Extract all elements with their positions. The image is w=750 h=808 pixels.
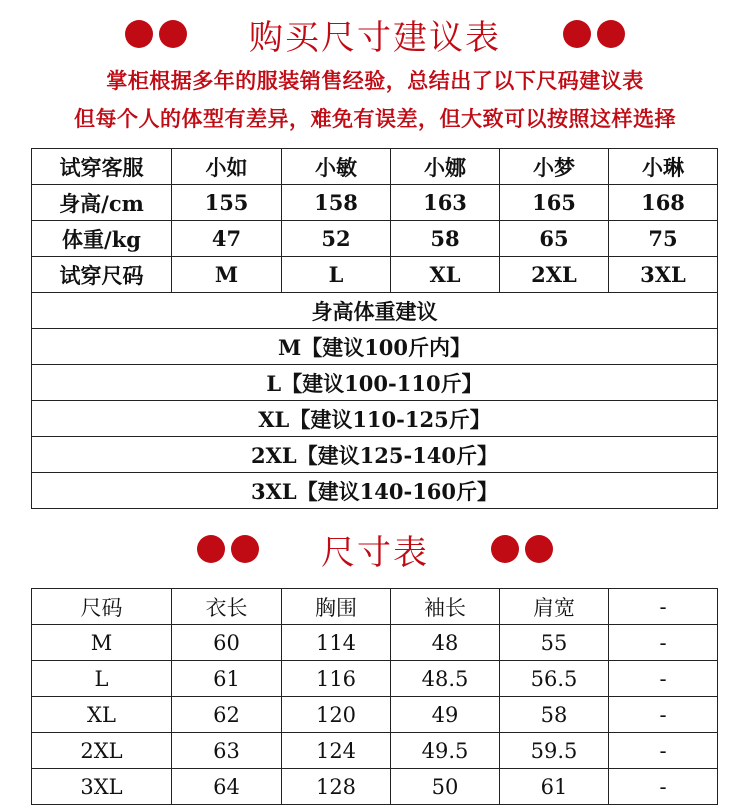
table-row (32, 221, 718, 257)
table-row (32, 257, 718, 293)
header-cell: 肩宽 (500, 589, 609, 625)
table-cell: 163 (391, 185, 500, 221)
table-cell: 75 (609, 221, 718, 257)
section-title: 购买尺寸建议表 (249, 17, 501, 58)
table-cell: 49 (391, 697, 500, 733)
section-title: 尺寸表 (321, 532, 429, 573)
header-cell: 小娜 (391, 149, 500, 185)
table-cell: 63 (172, 733, 282, 769)
table-cell: 2XL (500, 257, 609, 293)
table-cell: 114 (282, 625, 391, 661)
table-cell: - (609, 661, 718, 697)
table-cell: - (609, 625, 718, 661)
table-cell: - (609, 697, 718, 733)
header-cell: 衣长 (172, 589, 282, 625)
subtitle-line-1: 掌柜根据多年的服装销售经验，总结出了以下尺码建议表 (106, 68, 644, 93)
table-cell: 120 (282, 697, 391, 733)
table-cell: 48.5 (391, 661, 500, 697)
table-cell: 48 (391, 625, 500, 661)
size-table (31, 588, 718, 805)
size-label: M (32, 625, 172, 661)
table-cell: 158 (282, 185, 391, 221)
advice-cell: M【建议100斤内】 (32, 329, 718, 365)
table-cell: 64 (172, 769, 282, 805)
table-cell: 52 (282, 221, 391, 257)
header-cell: 小如 (172, 149, 282, 185)
right-dots-decoration (563, 20, 625, 48)
advice-row (32, 365, 718, 401)
red-dot-icon (597, 20, 625, 48)
header-cell: 袖长 (391, 589, 500, 625)
table-row (32, 661, 718, 697)
right-dots-decoration (491, 535, 553, 563)
advice-title: 身高体重建议 (32, 293, 718, 329)
table-cell: 116 (282, 661, 391, 697)
table-cell: 61 (500, 769, 609, 805)
table-cell: L (282, 257, 391, 293)
size-label: XL (32, 697, 172, 733)
size-label: 2XL (32, 733, 172, 769)
table-cell: 55 (500, 625, 609, 661)
table-cell: 165 (500, 185, 609, 221)
row-label: 体重/kg (32, 221, 172, 257)
left-dots-decoration (197, 535, 259, 563)
section-title-row (0, 14, 750, 58)
advice-cell: L【建议100-110斤】 (32, 365, 718, 401)
table-row (32, 769, 718, 805)
table-cell: 50 (391, 769, 500, 805)
advice-row (32, 401, 718, 437)
table-row (32, 697, 718, 733)
table-cell: 65 (500, 221, 609, 257)
size-label: 3XL (32, 769, 172, 805)
red-dot-icon (231, 535, 259, 563)
size-label: L (32, 661, 172, 697)
table-cell: 168 (609, 185, 718, 221)
table-cell: 56.5 (500, 661, 609, 697)
red-dot-icon (159, 20, 187, 48)
red-dot-icon (125, 20, 153, 48)
left-dots-decoration (125, 20, 187, 48)
advice-cell: XL【建议110-125斤】 (32, 401, 718, 437)
table-row (32, 625, 718, 661)
table-cell: 60 (172, 625, 282, 661)
table-cell: 59.5 (500, 733, 609, 769)
row-label: 试穿尺码 (32, 257, 172, 293)
table-cell: 3XL (609, 257, 718, 293)
advice-title-row (32, 293, 718, 329)
subtitle-line-2: 但每个人的体型有差异，难免有误差，但大致可以按照这样选择 (74, 106, 676, 131)
table-cell: 58 (391, 221, 500, 257)
red-dot-icon (197, 535, 225, 563)
table-cell: 49.5 (391, 733, 500, 769)
table-cell: 58 (500, 697, 609, 733)
table-cell: XL (391, 257, 500, 293)
table-header-row (32, 589, 718, 625)
table-header-row (32, 149, 718, 185)
red-dot-icon (563, 20, 591, 48)
header-cell: - (609, 589, 718, 625)
table-cell: 62 (172, 697, 282, 733)
red-dot-icon (525, 535, 553, 563)
table-cell: 47 (172, 221, 282, 257)
table-cell: - (609, 733, 718, 769)
table-cell: 155 (172, 185, 282, 221)
red-dot-icon (491, 535, 519, 563)
table-cell: 61 (172, 661, 282, 697)
header-cell: 尺码 (32, 589, 172, 625)
header-cell: 小敏 (282, 149, 391, 185)
section-title-row (0, 528, 750, 573)
table-cell: - (609, 769, 718, 805)
header-cell: 胸围 (282, 589, 391, 625)
table-cell: 128 (282, 769, 391, 805)
table-cell: 124 (282, 733, 391, 769)
advice-row (32, 437, 718, 473)
advice-cell: 3XL【建议140-160斤】 (32, 473, 718, 509)
fit-table (31, 148, 718, 509)
advice-cell: 2XL【建议125-140斤】 (32, 437, 718, 473)
header-cell: 试穿客服 (32, 149, 172, 185)
table-cell: M (172, 257, 282, 293)
table-row (32, 185, 718, 221)
table-row (32, 733, 718, 769)
advice-row (32, 329, 718, 365)
header-cell: 小琳 (609, 149, 718, 185)
advice-row (32, 473, 718, 509)
row-label: 身高/cm (32, 185, 172, 221)
header-cell: 小梦 (500, 149, 609, 185)
